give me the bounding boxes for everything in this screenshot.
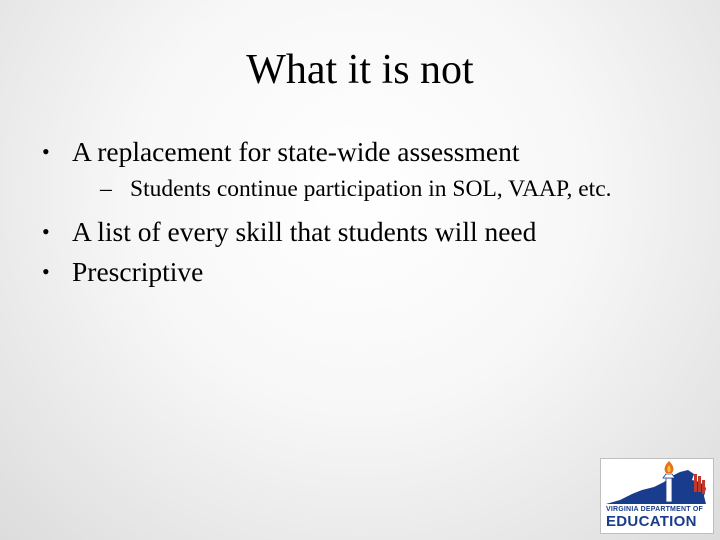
slide-title: What it is not: [246, 47, 474, 93]
vdoe-logo: [600, 458, 714, 534]
bullet-item: [42, 212, 702, 252]
bullet-text: Prescriptive: [72, 256, 204, 287]
bullet-dot: •: [42, 259, 50, 284]
logo-text-top: VIRGINIA DEPARTMENT OF: [606, 506, 703, 513]
virginia-map-icon: [602, 460, 710, 508]
sub-bullet-text: Students continue participation in SOL, VAAP, etc.: [130, 176, 612, 202]
bullet-item: [42, 132, 702, 172]
sub-bullet-item: [42, 172, 702, 206]
bullet-list: [42, 132, 702, 292]
bullet-dot: •: [42, 219, 50, 244]
bullet-dot: •: [42, 139, 50, 164]
bullet-text: A replacement for state-wide assessment: [72, 136, 520, 167]
bullet-text: A list of every skill that students will need: [72, 216, 537, 247]
logo-text-bottom: EDUCATION: [606, 513, 697, 530]
sub-bullet-dash: –: [100, 176, 112, 202]
bullet-item: [42, 252, 702, 292]
